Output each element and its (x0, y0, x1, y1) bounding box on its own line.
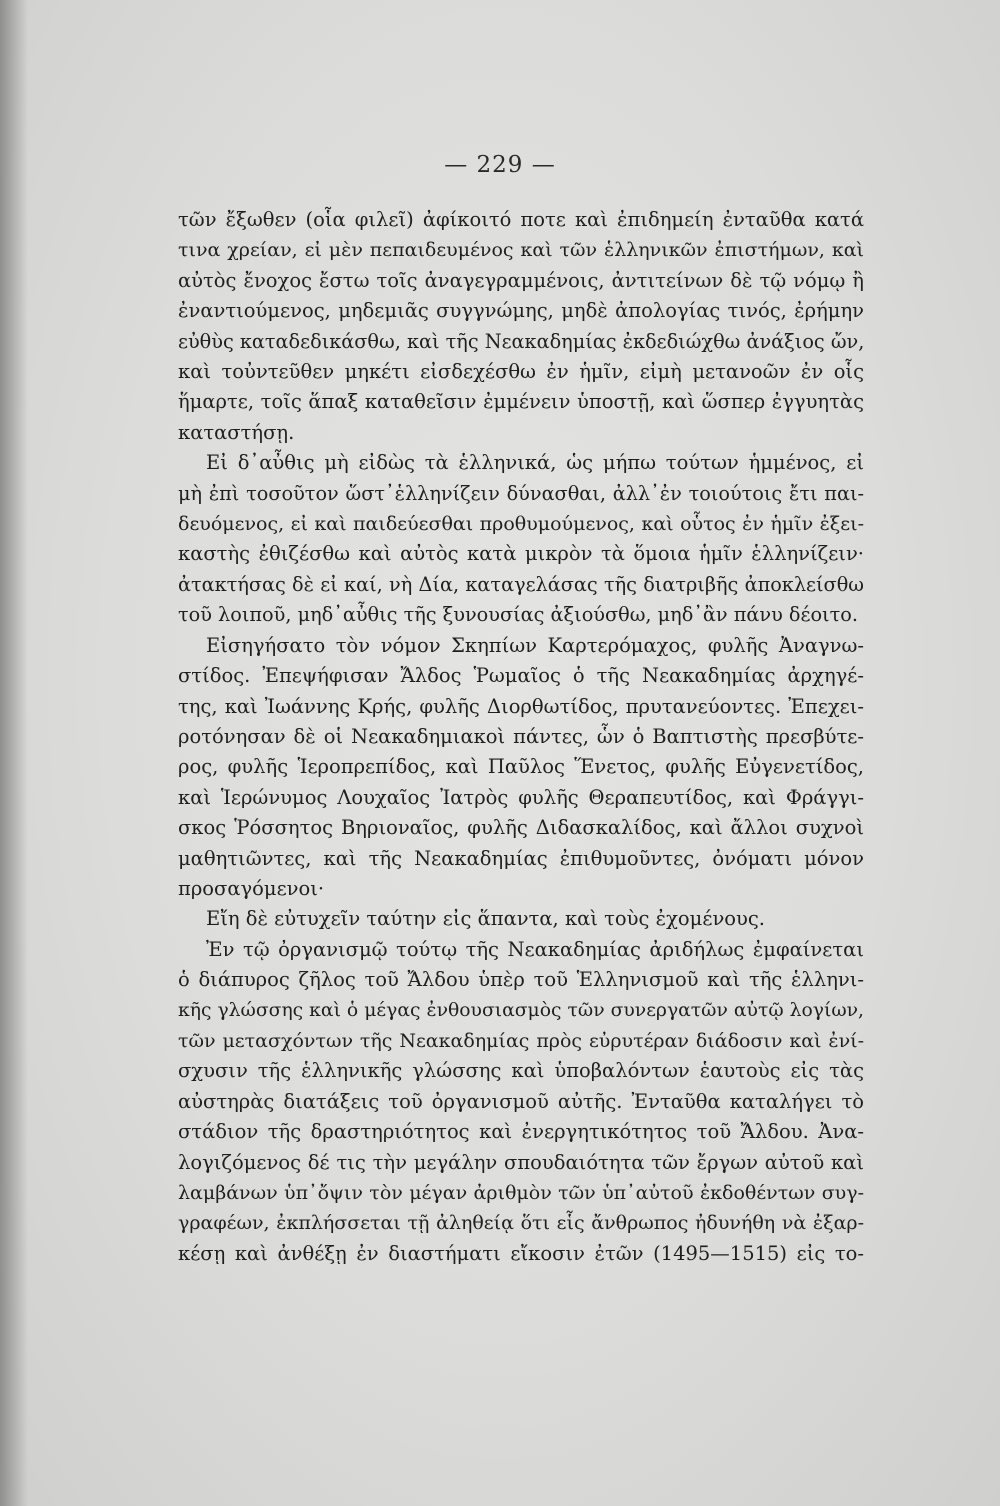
text-line: ἀτακτήσας δὲ εἰ καί, νὴ Δία, καταγελάσας τῆς διατριβῆς ἀποκλείσθω (178, 572, 864, 596)
paragraph-1 (178, 205, 864, 448)
paragraph-3 (178, 631, 864, 905)
text-line: ἥμαρτε, τοῖς ἅπαξ καταθεῖσιν ἐμμένειν ὑποστῇ, καὶ ὥσπερ ἐγγυητὰς (178, 390, 864, 414)
text-line: ροτόνησαν δὲ οἱ Νεακαδημιακοὶ πάντες, ὧν ὁ Βαπτιστὴς πρεσβύτε- (178, 724, 864, 748)
text-line: δευόμενος, εἰ καὶ παιδεύεσθαι προθυμούμενος, καὶ οὗτος ἐν ἡμῖν ἐξει- (178, 513, 864, 536)
text-line: στίδος. Ἐπεψήφισαν Ἄλδος Ῥωμαῖος ὁ τῆς Νεακαδημίας ἀρχηγέ- (178, 664, 864, 688)
text-line: γραφέων, ἐκπλήσσεται τῇ ἀληθείᾳ ὅτι εἷς ἄνθρωπος ἠδυνήθη νὰ ἐξαρ- (178, 1212, 864, 1235)
text-line: τινα χρείαν, εἰ μὲν πεπαιδευμένος καὶ τῶν ἑλληνικῶν ἐπιστήμων, καὶ (178, 239, 864, 262)
paragraph-5 (178, 935, 864, 1269)
text-line: μαθητιῶντες, καὶ τῆς Νεακαδημίας ἐπιθυμοῦντες, ὀνόματι μόνον (178, 846, 864, 870)
text-line: της, καὶ Ἰωάννης Κρής, φυλῆς Διορθωτίδος, πρυτανεύοντες. Ἐπεχει- (178, 694, 864, 718)
text-line: στάδιον τῆς δραστηριότητος καὶ ἐνεργητικότητος τοῦ Ἄλδου. Ἀνα- (178, 1120, 864, 1144)
text-line: Εἰσηγήσατο τὸν νόμον Σκηπίων Καρτερόμαχος, φυλῆς Ἀναγνω- (206, 633, 864, 657)
text-line: Εἰ δ᾽αὖθις μὴ εἰδὼς τὰ ἑλληνικά, ὡς μήπω τούτων ἡμμένος, εἰ (206, 451, 864, 475)
page-number: — 229 — (444, 152, 556, 178)
body-text (178, 205, 864, 1269)
page-gutter-shadow (0, 0, 28, 1506)
text-line: κέσῃ καὶ ἀνθέξῃ ἐν διαστήματι εἴκοσιν ἐτῶν (1495—1515) εἰς το- (178, 1241, 864, 1265)
text-line: Ἐν τῷ ὀργανισμῷ τούτῳ τῆς Νεακαδημίας ἀριδήλως ἐμφαίνεται (206, 937, 864, 961)
text-line: τοῦ λοιποῦ, μηδ᾽αὖθις τῆς ξυνουσίας ἀξιούσθω, μηδ᾽ἂν πάνυ δέοιτο. (178, 603, 858, 627)
text-line: εὐθὺς καταδεδικάσθω, καὶ τῆς Νεακαδημίας ἐκδεδιώχθω ἀνάξιος ὤν, (178, 329, 865, 353)
text-line: ἐναντιούμενος, μηδεμιᾶς συγγνώμης, μηδὲ ἀπολογίας τινός, ἐρήμην (178, 299, 864, 323)
text-line: αὐτὸς ἔνοχος ἔστω τοῖς ἀναγεγραμμένοις, ἀντιτείνων δὲ τῷ νόμῳ ἢ (178, 268, 864, 292)
text-line: καστὴς ἐθιζέσθω καὶ αὐτὸς κατὰ μικρὸν τὰ ὅμοια ἡμῖν ἑλληνίζειν· (178, 542, 864, 566)
text-line: κῆς γλώσσης καὶ ὁ μέγας ἐνθουσιασμὸς τῶν συνεργατῶν αὐτῷ λογίων, (178, 999, 864, 1021)
paragraph-4 (178, 904, 864, 934)
text-line: καὶ Ἱερώνυμος Λουχαῖος Ἰατρὸς φυλῆς Θεραπευτίδος, καὶ Φράγγι- (178, 785, 864, 809)
text-line: καὶ τοὐντεῦθεν μηκέτι εἰσδεχέσθω ἐν ἡμῖν, εἰμὴ μετανοῶν ἐν οἷς (178, 360, 864, 384)
text-line: Εἴη δὲ εὐτυχεῖν ταύτην εἰς ἅπαντα, καὶ τοὺς ἐχομένους. (206, 907, 766, 931)
text-line: αὐστηρὰς διατάξεις τοῦ ὀργανισμοῦ αὐτῆς. Ἐνταῦθα καταλήγει τὸ (178, 1089, 864, 1113)
text-line: καταστήσῃ. (178, 420, 295, 444)
text-line: λαμβάνων ὑπ᾽ὄψιν τὸν μέγαν ἀριθμὸν τῶν ὑπ᾽αὐτοῦ ἐκδοθέντων συγ- (178, 1182, 864, 1204)
text-line: λογιζόμενος δέ τις τὴν μεγάλην σπουδαιότητα τῶν ἔργων αὐτοῦ καὶ (178, 1150, 864, 1174)
paragraph-2 (178, 448, 864, 630)
text-line: σχυσιν τῆς ἑλληνικῆς γλώσσης καὶ ὑποβαλόντων ἑαυτοὺς εἰς τὰς (178, 1059, 864, 1083)
text-line: ὁ διάπυρος ζῆλος τοῦ Ἄλδου ὑπὲρ τοῦ Ἑλληνισμοῦ καὶ τῆς ἑλληνι- (178, 968, 864, 992)
text-line: μὴ ἐπὶ τοσοῦτον ὥστ᾽ἑλληνίζειν δύνασθαι, ἀλλ᾽ἐν τοιούτοις ἔτι παι- (178, 481, 864, 505)
text-line: ρος, φυλῆς Ἱεροπρεπίδος, καὶ Παῦλος Ἕνετος, φυλῆς Εὐγενετίδος, (178, 755, 864, 779)
text-line: σκος Ῥόσσητος Βηριοναῖος, φυλῆς Διδασκαλίδος, καὶ ἄλλοι συχνοὶ (178, 816, 864, 840)
text-line: τῶν ἔξωθεν (οἷα φιλεῖ) ἀφίκοιτό ποτε καὶ ἐπιδημείη ἐνταῦθα κατά (178, 208, 864, 231)
text-line: τῶν μετασχόντων τῆς Νεακαδημίας πρὸς εὐρυτέραν διάδοσιν καὶ ἐνί- (178, 1029, 864, 1052)
text-line: προσαγόμενοι· (178, 876, 325, 900)
